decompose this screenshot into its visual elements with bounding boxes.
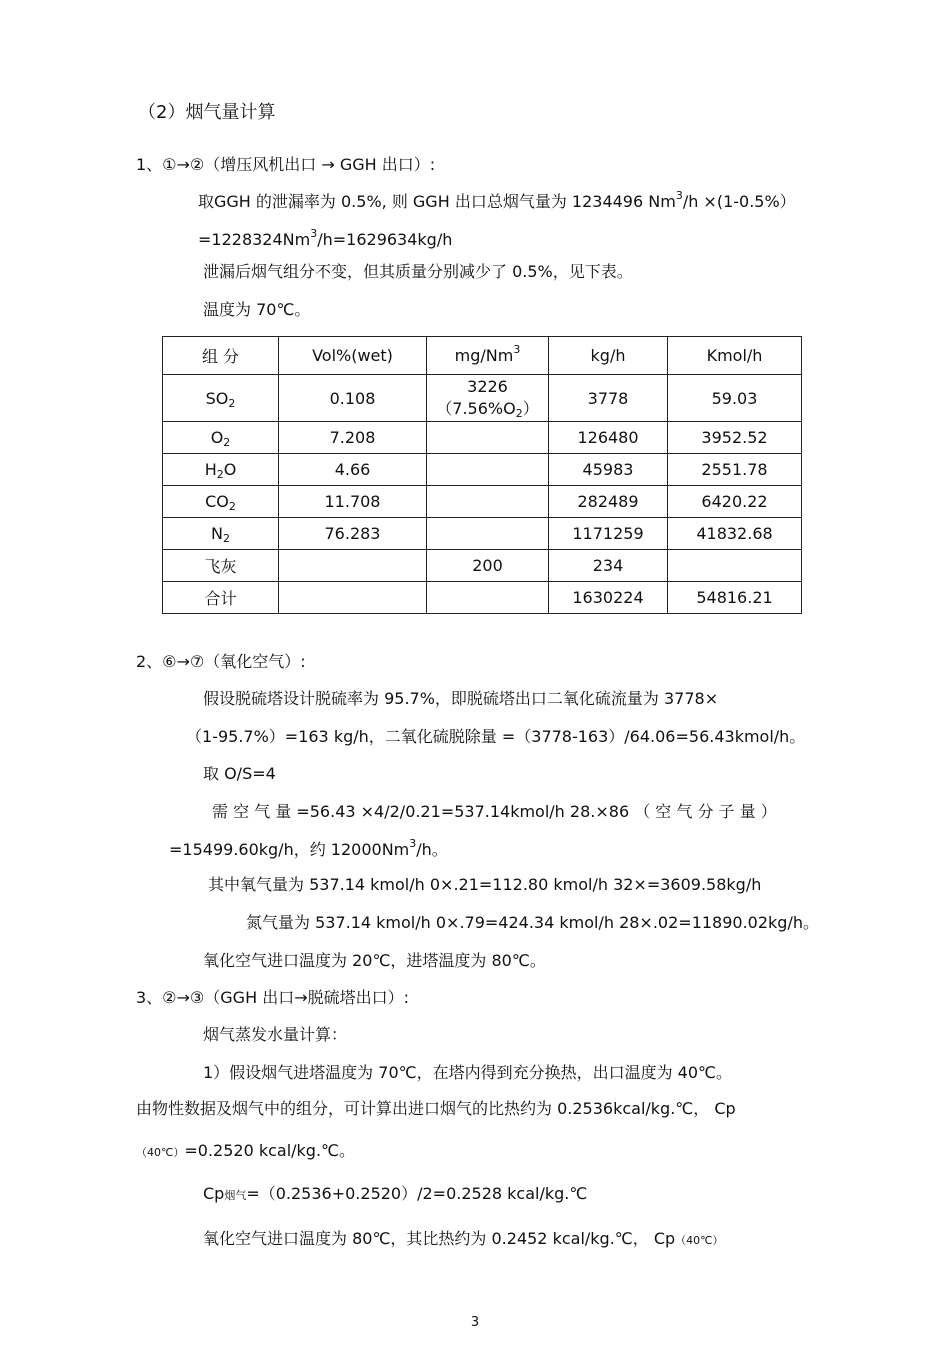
table-cell: 41832.68: [668, 518, 802, 550]
table-row: [163, 550, 802, 582]
table-cell: [427, 486, 549, 518]
step1-line1: 取GGH 的泄漏率为 0.5%, 则 GGH 出口总烟气量为 1234496 $Nm^3/h \times(1-0.5\%)$: [198, 189, 796, 211]
table-header-row: [163, 337, 802, 375]
flue-gas-composition-table: [162, 336, 802, 614]
step3-line4: （40℃）=0.2520 kcal/kg.℃。: [136, 1141, 356, 1160]
table-cell: 0.108: [279, 375, 427, 422]
page-number: 3: [470, 1315, 480, 1330]
table-cell: 1630224: [549, 582, 668, 614]
table-row: [163, 454, 802, 486]
step1-line4: 温度为 70℃。: [203, 300, 311, 319]
table-cell: 200: [427, 550, 549, 582]
table-cell: 1171259: [549, 518, 668, 550]
table-cell: 飞灰: [163, 550, 279, 582]
step2-heading: 2、⑥→⑦（氧化空气）:: [136, 652, 306, 671]
table-header: 组 分: [163, 337, 279, 375]
section-title: （2）烟气量计算: [138, 102, 276, 123]
table-row: [163, 582, 802, 614]
step3-line2: 1）假设烟气进塔温度为 70℃，在塔内得到充分换热，出口温度为 40℃。: [203, 1063, 733, 1082]
table-cell: 282489: [549, 486, 668, 518]
table-row: [163, 375, 802, 422]
step3-line1: 烟气蒸发水量计算：: [203, 1025, 348, 1044]
table-header: Kmol/h: [668, 337, 802, 375]
table-cell: N2: [163, 518, 279, 550]
step3-line5: Cp烟气=（0.2536+0.2520）/2=0.2528 kcal/kg.℃: [203, 1184, 588, 1203]
step3-line3: 由物性数据及烟气中的组分，可计算出进口烟气的比热约为 0.2536kcal/kg.℃， Cp: [136, 1099, 736, 1118]
step3-heading: 3、②→③（GGH 出口→脱硫塔出口）:: [136, 988, 409, 1007]
table-cell: 54816.21: [668, 582, 802, 614]
table-cell: [279, 582, 427, 614]
step2-line6: 其中氧气量为 537.14 kmol/h 0×.21=112.80 kmol/h 32×=3609.58kg/h: [208, 875, 762, 894]
table-cell: 11.708: [279, 486, 427, 518]
step2-line3: 取 O/S=4: [203, 764, 276, 783]
step1-line2: $=1228324Nm^3/h=1629634kg/h$: [198, 227, 453, 249]
table-row: [163, 518, 802, 550]
step2-line7: 氮气量为 537.14 kmol/h 0×.79=424.34 kmol/h 28×.02=11890.02kg/h。: [246, 913, 819, 932]
table-cell: [279, 550, 427, 582]
table-cell: [427, 518, 549, 550]
table-cell: [427, 422, 549, 454]
table-row: [163, 422, 802, 454]
table-cell: 126480: [549, 422, 668, 454]
table-cell: [427, 582, 549, 614]
table-cell: 4.66: [279, 454, 427, 486]
table-row: [163, 486, 802, 518]
table-cell: 3778: [549, 375, 668, 422]
step1-line3: 泄漏后烟气组分不变，但其质量分别减少了 0.5%，见下表。: [203, 262, 633, 281]
table-cell: 3952.52: [668, 422, 802, 454]
table-cell: 234: [549, 550, 668, 582]
step2-line1: 假设脱硫塔设计脱硫率为 95.7%，即脱硫塔出口二氧化硫流量为 3778×: [203, 689, 719, 708]
step2-line2: （1-95.7%）=163 kg/h，二氧化硫脱除量 =（3778-163）/64.06=56.43kmol/h。: [186, 727, 806, 746]
table-cell: 59.03: [668, 375, 802, 422]
table-cell: 合计: [163, 582, 279, 614]
table-cell: H2O: [163, 454, 279, 486]
table-cell: 76.283: [279, 518, 427, 550]
table-cell: 45983: [549, 454, 668, 486]
table-cell: [427, 454, 549, 486]
table-cell: 3226 （7.56%O2）: [427, 375, 549, 422]
table-cell: 2551.78: [668, 454, 802, 486]
table-header: mg/Nm$^3$: [427, 337, 549, 375]
step2-line4: 需 空 气 量 =56.43 ×4/2/0.21=537.14kmol/h 28.×86 （ 空 气 分 子 量 ）: [212, 802, 777, 821]
table-cell: O2: [163, 422, 279, 454]
table-cell: 7.208: [279, 422, 427, 454]
step3-line6: 氧化空气进口温度为 80℃，其比热约为 0.2452 kcal/kg.℃， Cp（40℃）: [203, 1229, 724, 1248]
table-cell: CO2: [163, 486, 279, 518]
table-header: kg/h: [549, 337, 668, 375]
table-cell: [668, 550, 802, 582]
table-cell: SO2: [163, 375, 279, 422]
step2-line5: =15499.60kg/h，约 12000Nm$^3$/h。: [169, 837, 448, 859]
step1-heading: 1、①→②（增压风机出口 → GGH 出口）:: [136, 155, 436, 174]
table-cell: 6420.22: [668, 486, 802, 518]
table-header: Vol%(wet): [279, 337, 427, 375]
step2-line8: 氧化空气进口温度为 20℃，进塔温度为 80℃。: [203, 951, 546, 970]
